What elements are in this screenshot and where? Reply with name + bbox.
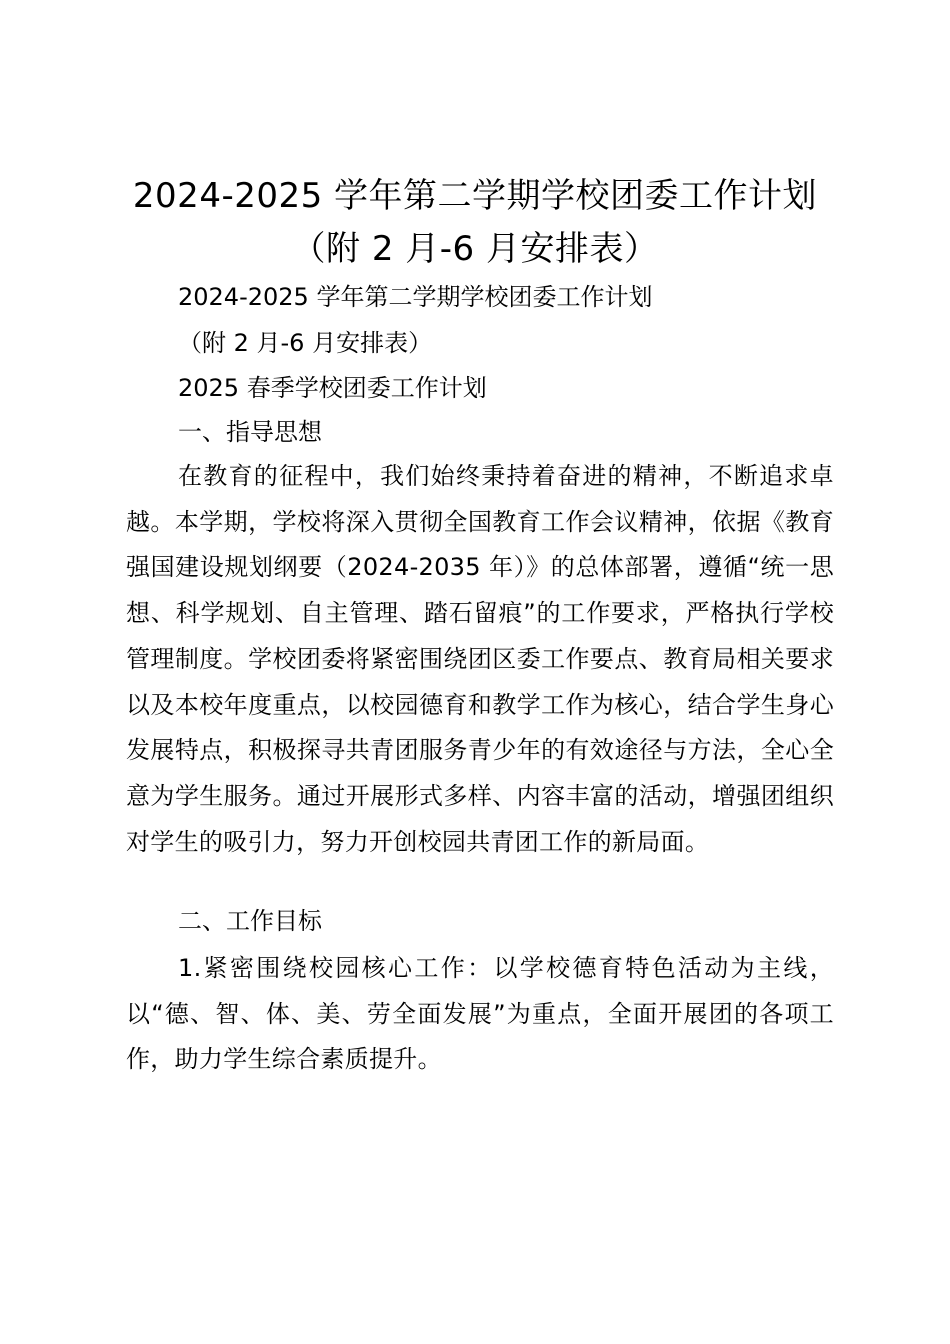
document-title: 2024-2025 学年第二学期学校团委工作计划 <box>132 176 818 216</box>
section-heading-work-goals: 二、工作目标 <box>178 907 322 935</box>
paragraph-goal-1: 1.紧密围绕校园核心工作：以学校德育特色活动为主线，以“德、智、体、美、劳全面发展”为重点，全面开展团的各项工作，助力学生综合素质提升。 <box>126 954 834 1074</box>
paragraph-guiding-ideology: 在教育的征程中，我们始终秉持着奋进的精神，不断追求卓越。本学期，学校将深入贯彻全国教育工作会议精神，依据《教育强国建设规划纲要（2024-2035 年）》的总体部署，遵循“统一思想、科学规划、自主管理、踏石留痕”的工作要求，严格执行学校管理制度。学校团委将紧密围绕团区委工作要点、教育局相关要求以及本校年度重点，以校园德育和教学工作为核心，结合学生身心发展特点，积极探寻共青团服务青少年的有效途径与方法，全心全意为学生服务。通过开展形式多样、内容丰富的活动，增强团组织对学生的吸引力，努力开创校园共青团工作的新局面。 <box>126 462 834 856</box>
document-subtitle: （附 2 月-6 月安排表） <box>291 229 659 269</box>
paragraph-spring-plan: 2025 春季学校团委工作计划 <box>178 374 487 402</box>
paragraph-plan-title: 2024-2025 学年第二学期学校团委工作计划 <box>178 283 653 311</box>
paragraph-plan-subtitle: （附 2 月-6 月安排表） <box>178 329 433 357</box>
section-heading-guiding-ideology: 一、指导思想 <box>178 418 322 446</box>
